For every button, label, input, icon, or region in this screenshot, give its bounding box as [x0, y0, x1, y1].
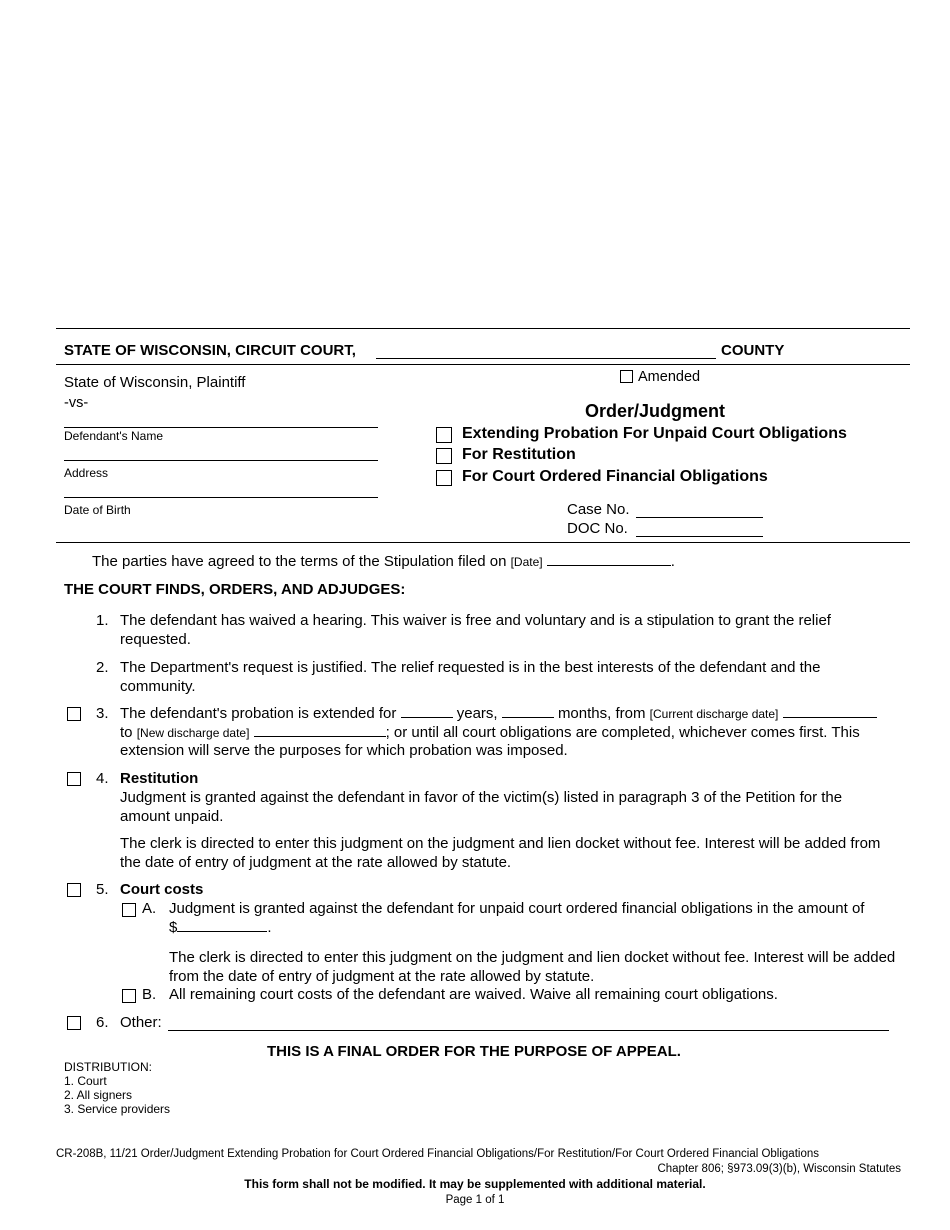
- item-1-number: 1.: [96, 612, 109, 629]
- months-label: months, from: [557, 705, 646, 722]
- item-5a-checkbox[interactable]: [122, 903, 136, 917]
- dollar-sign: $: [169, 919, 178, 936]
- item-3-text-c: extension will serve the purposes for which probation was imposed.: [120, 742, 568, 759]
- distribution-heading: DISTRIBUTION:: [64, 1060, 153, 1074]
- option-extending-label: Extending Probation For Unpaid Court Obligations: [462, 425, 847, 442]
- item-4-checkbox[interactable]: [67, 772, 81, 786]
- case-no-label: Case No.: [567, 501, 630, 518]
- new-discharge-field[interactable]: [254, 724, 386, 737]
- current-discharge-field[interactable]: [783, 705, 877, 718]
- date-of-birth-label: Date of Birth: [64, 503, 131, 517]
- item-3-checkbox[interactable]: [67, 707, 81, 721]
- item-4-heading: Restitution: [120, 770, 199, 787]
- modification-notice: This form shall not be modified. It may be supplemented with additional material.: [244, 1177, 706, 1191]
- form-id: CR-208B, 11/21 Order/Judgment Extending Probation for Court Ordered Financial Obligations/For Restitution/For Court Ordered Financial Obligations: [56, 1148, 819, 1160]
- item-6-number: 6.: [96, 1014, 109, 1031]
- stipulation-end: .: [670, 553, 675, 570]
- item-5-checkbox[interactable]: [67, 883, 81, 897]
- findings-heading: THE COURT FINDS, ORDERS, AND ADJUDGES:: [64, 581, 406, 598]
- item-5-number: 5.: [96, 881, 109, 898]
- amount-period: .: [267, 919, 272, 936]
- item-3-to: to: [120, 724, 133, 741]
- distribution-item: 1. Court: [64, 1074, 107, 1088]
- form-title: Order/Judgment: [585, 401, 726, 421]
- defendant-name-field[interactable]: [64, 427, 378, 428]
- date-of-birth-field[interactable]: [64, 497, 378, 498]
- option-restitution-label: For Restitution: [462, 446, 576, 463]
- item-4-number: 4.: [96, 770, 109, 787]
- stipulation-text: The parties have agreed to the terms of the Stipulation filed on: [92, 553, 507, 570]
- years-label: years,: [456, 705, 498, 722]
- distribution-item: 2. All signers: [64, 1088, 133, 1102]
- item-2-text: The Department's request is justified. The relief requested is in the best interests of the defendant and the community.: [120, 659, 821, 695]
- top-rule: [56, 328, 910, 329]
- stipulation-date-hint: [Date]: [510, 555, 543, 569]
- address-label: Address: [64, 466, 109, 480]
- address-field[interactable]: [64, 460, 378, 461]
- doc-no-field[interactable]: [636, 536, 763, 537]
- item-3-number: 3.: [96, 705, 109, 722]
- caption-bottom-rule: [56, 542, 910, 543]
- amended-label: Amended: [638, 369, 701, 385]
- item-5b-text: All remaining court costs of the defendant are waived. Waive all remaining court obligations.: [169, 986, 778, 1003]
- stipulation-date-field[interactable]: [547, 553, 671, 566]
- item-5a-amount-line: [169, 919, 272, 937]
- statute-reference: Chapter 806; §973.09(3)(b), Wisconsin Statutes: [657, 1163, 901, 1175]
- page-number: Page 1 of 1: [445, 1194, 505, 1206]
- doc-no-label: DOC No.: [567, 520, 628, 537]
- court-line: STATE OF WISCONSIN, CIRCUIT COURT,: [64, 342, 356, 359]
- defendant-name-label: Defendant's Name: [64, 429, 164, 443]
- amount-field[interactable]: [177, 919, 267, 932]
- new-discharge-hint: [New discharge date]: [136, 726, 250, 740]
- item-5b-label: B.: [142, 986, 157, 1003]
- option-extending-checkbox[interactable]: [436, 427, 452, 443]
- item-3-line-1: [120, 705, 877, 723]
- item-1-text: The defendant has waived a hearing. This waiver is free and voluntary and is a stipulation to grant the relief requested.: [120, 612, 831, 648]
- amended-checkbox[interactable]: [620, 370, 633, 383]
- plaintiff-label: State of Wisconsin, Plaintiff: [64, 374, 246, 391]
- item-6-checkbox[interactable]: [67, 1016, 81, 1030]
- stipulation-line: [92, 553, 675, 571]
- other-field[interactable]: [168, 1030, 889, 1031]
- option-restitution-checkbox[interactable]: [436, 448, 452, 464]
- caption-rule: [56, 364, 910, 365]
- county-label: COUNTY: [721, 342, 785, 359]
- item-5a-text: Judgment is granted against the defendant for unpaid court ordered financial obligations in the amount of: [169, 900, 865, 917]
- item-3-text-a: The defendant's probation is extended for: [120, 705, 397, 722]
- item-5a-paragraph-2: The clerk is directed to enter this judgment on the judgment and lien docket without fee. Interest will be added from the date of entry of judgment at the rate allowed by statute.: [169, 949, 896, 985]
- option-financial-checkbox[interactable]: [436, 470, 452, 486]
- item-3-text-b: ; or until all court obligations are completed, whichever comes first. This: [385, 724, 860, 741]
- distribution-item: 3. Service providers: [64, 1102, 171, 1116]
- item-6-label: Other:: [120, 1014, 162, 1031]
- county-name-field[interactable]: [376, 358, 716, 359]
- current-discharge-hint: [Current discharge date]: [649, 707, 779, 721]
- item-4-paragraph-2: The clerk is directed to enter this judgment on the judgment and lien docket without fee. Interest will be added from the date of entry of judgment at the rate allowed by statute.: [120, 835, 881, 871]
- item-4-paragraph-1: Judgment is granted against the defendant in favor of the victim(s) listed in paragraph 3 of the Petition for the amount unpaid.: [120, 789, 843, 825]
- item-3-line-2: [120, 724, 860, 742]
- item-5-heading: Court costs: [120, 881, 204, 898]
- option-financial-label: For Court Ordered Financial Obligations: [462, 468, 768, 485]
- months-field[interactable]: [502, 705, 554, 718]
- item-5a-label: A.: [142, 900, 157, 917]
- vs-label: -vs-: [64, 395, 89, 411]
- case-no-field[interactable]: [636, 517, 763, 518]
- item-2-number: 2.: [96, 659, 109, 676]
- final-order-notice: THIS IS A FINAL ORDER FOR THE PURPOSE OF APPEAL.: [267, 1043, 681, 1060]
- item-5b-checkbox[interactable]: [122, 989, 136, 1003]
- years-field[interactable]: [401, 705, 453, 718]
